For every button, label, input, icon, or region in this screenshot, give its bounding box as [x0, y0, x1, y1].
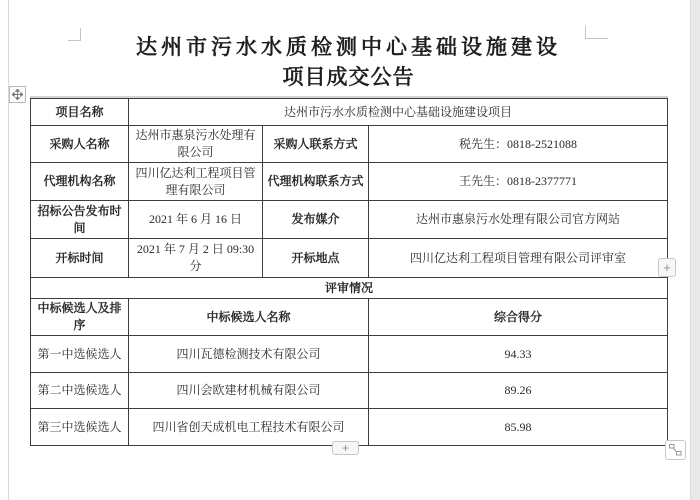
four-way-arrow-icon — [12, 89, 23, 100]
document-title — [30, 32, 667, 92]
value-announce-date[interactable]: 2021 年 6 月 16 日 — [129, 201, 263, 239]
row-bid-opening — [31, 239, 668, 278]
row-candidate-3 — [31, 409, 668, 446]
label-agency-contact[interactable]: 代理机构联系方式 — [263, 163, 369, 201]
title-line-1[interactable]: 达州市污水水质检测中心基础设施建设 — [136, 35, 561, 59]
header-candidate-name[interactable]: 中标候选人名称 — [129, 299, 369, 336]
diagonal-resize-icon — [669, 444, 682, 456]
header-total-score[interactable]: 综合得分 — [369, 299, 668, 336]
label-bid-open-time[interactable]: 开标时间 — [31, 239, 129, 278]
add-column-button[interactable] — [658, 258, 676, 277]
row-announce-date — [31, 201, 668, 239]
value-agency-name[interactable]: 四川亿达利工程项目管理有限公司 — [129, 163, 263, 201]
value-project-name[interactable]: 达州市污水水质检测中心基础设施建设项目 — [129, 99, 668, 126]
page-edge-line — [8, 0, 9, 500]
label-agency-name[interactable]: 代理机构名称 — [31, 163, 129, 201]
candidate-1-name[interactable]: 四川瓦德检测技术有限公司 — [129, 336, 369, 373]
section-title-review[interactable]: 评审情况 — [31, 278, 668, 299]
label-purchaser-contact[interactable]: 采购人联系方式 — [263, 126, 369, 163]
candidate-2-rank[interactable]: 第二中选候选人 — [31, 373, 129, 409]
row-purchaser — [31, 126, 668, 163]
label-publish-media[interactable]: 发布媒介 — [263, 201, 369, 239]
value-purchaser-name[interactable]: 达州市惠泉污水处理有限公司 — [129, 126, 263, 163]
candidate-1-rank[interactable]: 第一中选候选人 — [31, 336, 129, 373]
title-line-2[interactable]: 项目成交公告 — [282, 65, 415, 89]
value-agency-contact[interactable]: 王先生：0818-2377771 — [369, 163, 668, 201]
row-candidate-2 — [31, 373, 668, 409]
row-agency — [31, 163, 668, 201]
table-resize-handle[interactable] — [665, 440, 686, 460]
header-candidate-rank[interactable]: 中标候选人及排序 — [31, 299, 129, 336]
label-project-name[interactable]: 项目名称 — [31, 99, 129, 126]
label-purchaser-name[interactable]: 采购人名称 — [31, 126, 129, 163]
row-candidate-1 — [31, 336, 668, 373]
candidate-1-score[interactable]: 94.33 — [369, 336, 668, 373]
value-publish-media[interactable]: 达州市惠泉污水处理有限公司官方网站 — [369, 201, 668, 239]
row-review-section — [31, 278, 668, 299]
value-bid-open-place[interactable]: 四川亿达利工程项目管理有限公司评审室 — [369, 239, 668, 278]
page-side-gutter — [690, 0, 700, 500]
row-project-name — [31, 99, 668, 126]
table-move-handle[interactable] — [9, 86, 26, 103]
candidate-3-name[interactable]: 四川省创天成机电工程技术有限公司 — [129, 409, 369, 446]
plus-icon: + — [341, 441, 349, 455]
announcement-table — [30, 98, 668, 446]
value-purchaser-contact[interactable]: 税先生：0818-2521088 — [369, 126, 668, 163]
candidate-3-rank[interactable]: 第三中选候选人 — [31, 409, 129, 446]
candidate-2-score[interactable]: 89.26 — [369, 373, 668, 409]
label-bid-open-place[interactable]: 开标地点 — [263, 239, 369, 278]
plus-icon: + — [663, 260, 671, 275]
candidate-2-name[interactable]: 四川会欧建材机械有限公司 — [129, 373, 369, 409]
row-review-header — [31, 299, 668, 336]
candidate-3-score[interactable]: 85.98 — [369, 409, 668, 446]
value-bid-open-time[interactable]: 2021 年 7 月 2 日 09:30 分 — [129, 239, 263, 278]
label-announce-date[interactable]: 招标公告发布时间 — [31, 201, 129, 239]
add-row-button[interactable] — [332, 441, 359, 455]
